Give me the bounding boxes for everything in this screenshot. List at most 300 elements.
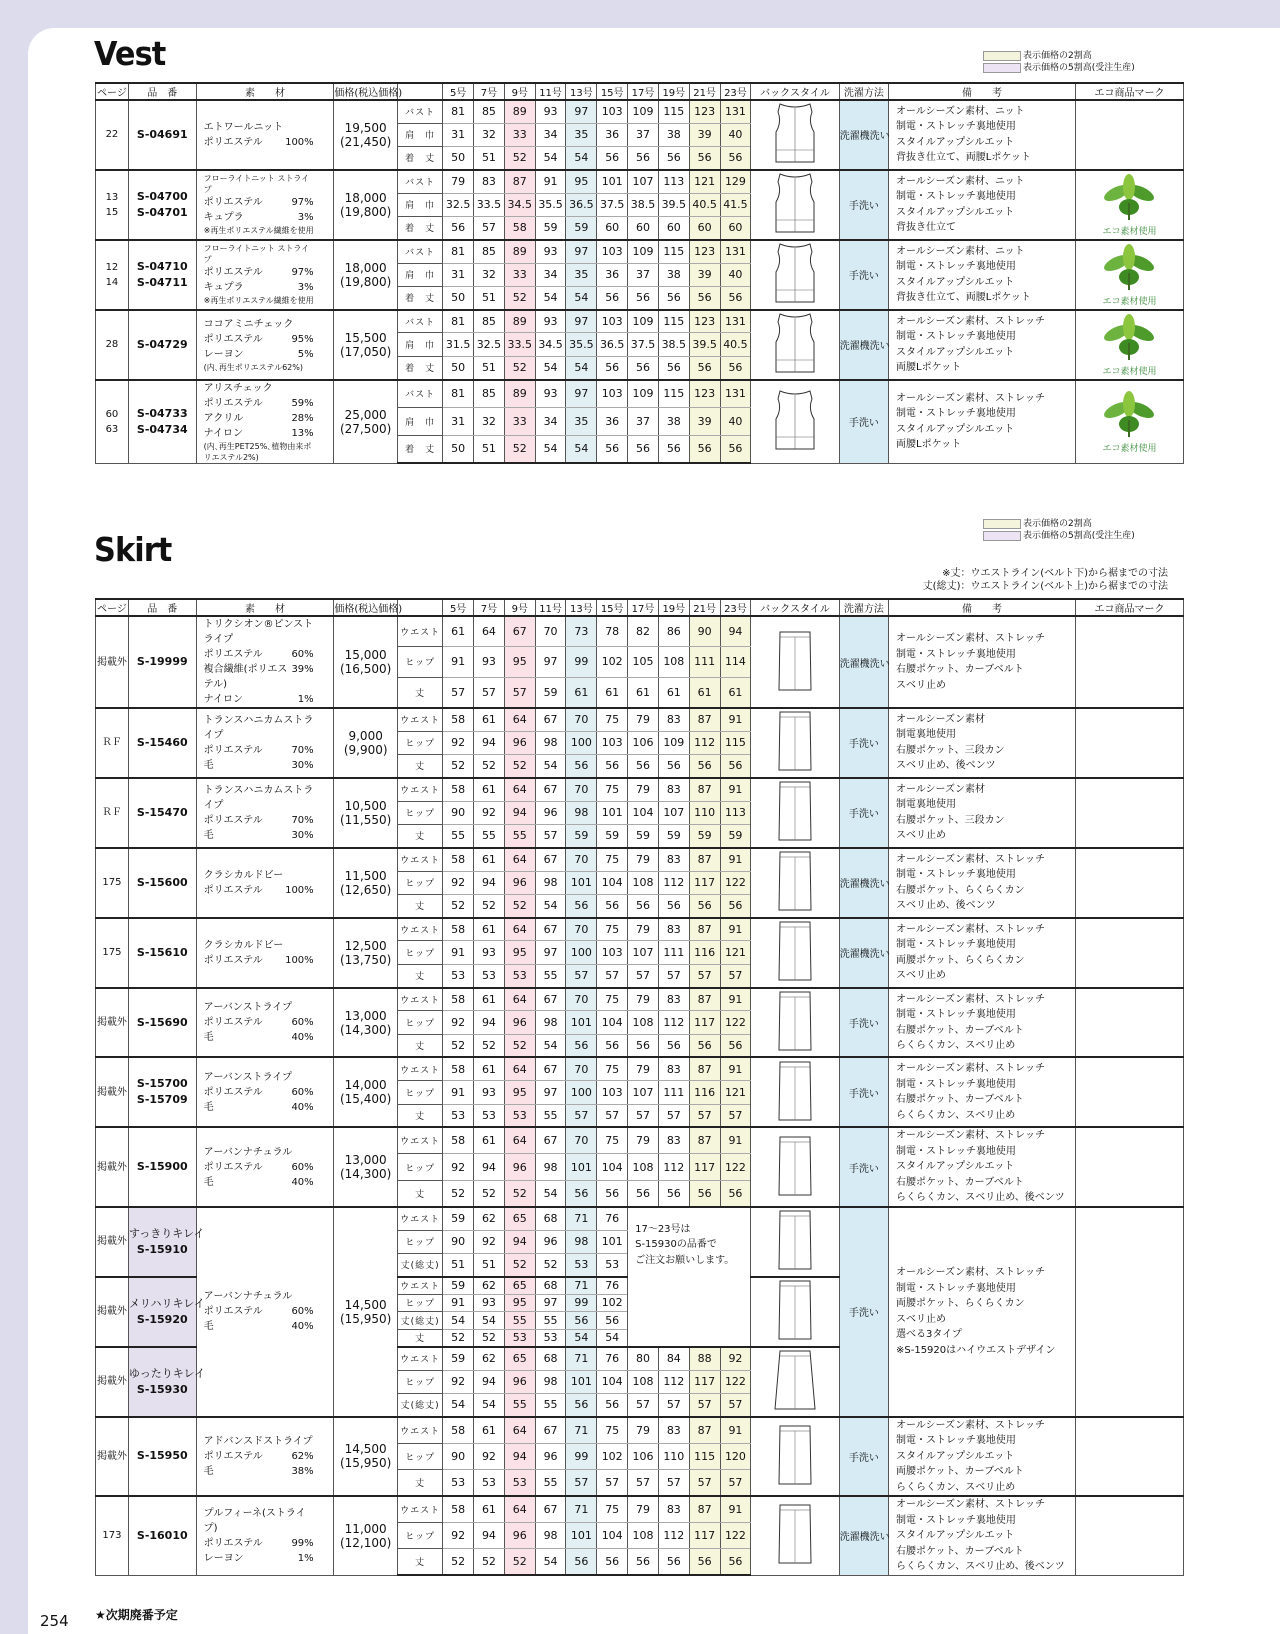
- size-value: 104: [628, 801, 659, 824]
- price-line: (14,300): [339, 1022, 392, 1037]
- size-value: 53: [566, 1253, 597, 1276]
- size-label: バスト: [398, 100, 443, 123]
- size-value: 57: [720, 1104, 751, 1127]
- size-value: 93: [474, 647, 505, 678]
- size-value: 83: [658, 1496, 689, 1522]
- size-value: 85: [474, 310, 505, 333]
- size-value: 70: [535, 616, 566, 647]
- size-label: バスト: [398, 310, 443, 333]
- skirt-back-sketch: [771, 1060, 819, 1122]
- column-header: 19号: [658, 599, 689, 616]
- page-ref: [96, 380, 129, 464]
- wash-method: 手洗い: [839, 708, 888, 778]
- eco-cell: [1075, 1417, 1183, 1497]
- size-value: 96: [504, 1011, 535, 1034]
- size-value: 94: [474, 1522, 505, 1548]
- size-value: 117: [689, 1154, 720, 1181]
- size-value: 79: [628, 708, 659, 731]
- back-style: [751, 1057, 839, 1127]
- table-row: [96, 1127, 1184, 1154]
- material-percent: 60%: [291, 1017, 314, 1028]
- size-value: 56: [597, 356, 628, 379]
- size-value: 101: [566, 871, 597, 894]
- size-value: 75: [597, 988, 628, 1011]
- size-value: 35.5: [535, 193, 566, 216]
- size-value: 54: [566, 435, 597, 463]
- size-value: 61: [658, 677, 689, 708]
- size-value: 57: [689, 1104, 720, 1127]
- size-label: 丈: [398, 755, 443, 778]
- size-value: 50: [443, 435, 474, 463]
- price-cell: [334, 380, 398, 464]
- size-value: 40: [720, 263, 751, 286]
- size-value: 56: [597, 1549, 628, 1575]
- size-value: 111: [689, 647, 720, 678]
- size-value: 95: [504, 1294, 535, 1312]
- eco-cell: [1075, 310, 1183, 380]
- note-line: 制電・ストレッチ裏地使用: [896, 939, 1016, 951]
- note-line: 両腰ポケット、らくらくカン: [896, 1298, 1025, 1310]
- size-value: 111: [658, 941, 689, 964]
- size-value: 71: [566, 1417, 597, 1444]
- note-line: 両腰ポケット、カーブベルト: [896, 1466, 1024, 1478]
- back-style: [751, 1496, 839, 1575]
- wash-method: 手洗い: [839, 170, 888, 240]
- size-value: 96: [504, 871, 535, 894]
- size-value: 115: [658, 240, 689, 263]
- size-value: 116: [689, 1081, 720, 1104]
- back-style: [751, 310, 839, 380]
- column-header: 9号: [504, 599, 535, 616]
- material-name: ポリエステル: [203, 197, 263, 209]
- column-header: 価格(税込価格): [334, 83, 398, 100]
- size-value: 104: [597, 1011, 628, 1034]
- product-code: [128, 240, 196, 310]
- eco-label: エコ素材使用: [1102, 226, 1157, 237]
- size-value: 79: [628, 778, 659, 801]
- size-value: 98: [535, 1011, 566, 1034]
- size-value: 56: [658, 894, 689, 917]
- material-cell: [196, 918, 334, 988]
- size-label: 丈: [398, 1104, 443, 1127]
- size-value: 79: [628, 1417, 659, 1444]
- size-value: 88: [689, 1347, 720, 1370]
- size-value: 67: [535, 1057, 566, 1080]
- size-value: 70: [566, 918, 597, 941]
- size-value: 107: [658, 801, 689, 824]
- price-line: (12,100): [339, 1535, 392, 1550]
- material-name: トランスハニカムストライプ: [203, 784, 314, 811]
- size-label: ウエスト: [398, 848, 443, 871]
- size-value: 87: [689, 1496, 720, 1522]
- size-value: 57: [566, 964, 597, 987]
- size-value: 65: [504, 1347, 535, 1370]
- page-ref: [96, 310, 129, 380]
- size-value: 93: [535, 100, 566, 123]
- size-value: 34: [535, 407, 566, 435]
- column-header: 11号: [535, 599, 566, 616]
- page-ref: [96, 170, 129, 240]
- size-value: 50: [443, 147, 474, 170]
- note-line: 制電・ストレッチ裏地使用: [896, 408, 1016, 420]
- size-value: 97: [535, 1081, 566, 1104]
- code-line: S-19999: [136, 655, 188, 668]
- size-value: 101: [566, 1011, 597, 1034]
- note-line: らくらくカン、スベリ止め、後ベンツ: [896, 1561, 1065, 1573]
- size-value: 93: [474, 1294, 505, 1312]
- size-value: 96: [504, 1370, 535, 1393]
- page-ref: [96, 848, 129, 918]
- size-value: 85: [474, 240, 505, 263]
- size-value: 101: [597, 801, 628, 824]
- size-value: 75: [597, 1496, 628, 1522]
- price-cell: [334, 240, 398, 310]
- column-header: 17号: [628, 599, 659, 616]
- size-value: 102: [597, 1443, 628, 1470]
- eco-cell: [1075, 778, 1183, 848]
- page-ref: [96, 1127, 129, 1207]
- page-ref-line: ＲＦ: [101, 807, 122, 819]
- size-value: 87: [689, 988, 720, 1011]
- price-cell: [334, 918, 398, 988]
- size-value: 71: [566, 1277, 597, 1295]
- material-percent: 100%: [285, 884, 314, 896]
- vest-back-sketch: [772, 242, 818, 304]
- size-label: ウエスト: [398, 1207, 443, 1230]
- size-value: 84: [658, 1347, 689, 1370]
- size-value: 83: [658, 848, 689, 871]
- note-line: オールシーズン素材: [896, 783, 986, 795]
- note-line: らくらくカン、スベリ止め、後ベンツ: [896, 1192, 1065, 1204]
- size-value: 87: [504, 170, 535, 193]
- size-value: 54: [443, 1312, 474, 1330]
- size-value: 52: [474, 1329, 505, 1347]
- material-percent: 59%: [291, 397, 314, 409]
- wash-method: 洗濯機洗い: [839, 100, 888, 170]
- vest-back-sketch: [772, 172, 818, 234]
- material-cell: [196, 988, 334, 1058]
- product-code: [128, 988, 196, 1058]
- size-value: 79: [628, 848, 659, 871]
- size-value: 122: [720, 1154, 751, 1181]
- material-name: アーバンナチュラル: [203, 1291, 293, 1303]
- size-value: 40: [720, 407, 751, 435]
- size-value: 56: [658, 1180, 689, 1207]
- material-name: ポリエステル: [203, 1161, 263, 1173]
- price-line: (14,300): [339, 1167, 392, 1182]
- size-value: 54: [443, 1393, 474, 1416]
- size-value: 110: [658, 1443, 689, 1470]
- size-value: 100: [566, 941, 597, 964]
- note-line: 制電・ストレッチ裏地使用: [896, 869, 1016, 881]
- eco-mark: [1076, 243, 1183, 307]
- note-line: 右腰ポケット、カーブベルト: [896, 1176, 1024, 1188]
- size-value: 50: [443, 286, 474, 309]
- column-header: 23号: [720, 83, 751, 100]
- size-label: 丈: [398, 1549, 443, 1575]
- skirt-legend: [983, 518, 1135, 542]
- size-value: 56: [628, 1180, 659, 1207]
- size-value: 112: [658, 1370, 689, 1393]
- size-value: 51: [474, 435, 505, 463]
- size-value: 96: [535, 1443, 566, 1470]
- size-value: 56: [566, 1549, 597, 1575]
- legend-item: 表示価格の2割高: [1023, 51, 1092, 61]
- back-style: [751, 778, 839, 848]
- size-value: 56: [689, 286, 720, 309]
- size-value: 59: [535, 216, 566, 239]
- size-value: 93: [535, 310, 566, 333]
- size-value: 94: [474, 731, 505, 754]
- note-line: スベリ止め、後ベンツ: [896, 760, 996, 772]
- skirt-note: 丈(総丈)：ウエストライン(ベルト上)から裾までの寸法: [922, 581, 1168, 592]
- note-line: 右腰ポケット、カーブベルト: [896, 1024, 1024, 1036]
- size-value: 38.5: [628, 193, 659, 216]
- page-ref-line: 15: [105, 206, 119, 218]
- size-value: 67: [535, 708, 566, 731]
- size-value: 108: [628, 1370, 659, 1393]
- eco-cell: [1075, 380, 1183, 464]
- size-value: 94: [474, 1370, 505, 1393]
- note-line: ご注文お願いします。: [635, 1254, 735, 1266]
- size-value: 56: [720, 755, 751, 778]
- size-value: 56: [689, 1549, 720, 1575]
- size-value: 56: [720, 356, 751, 379]
- column-header: バックスタイル: [751, 599, 839, 616]
- size-value: 93: [474, 1081, 505, 1104]
- price-line: (19,800): [339, 204, 392, 219]
- size-value: 36: [597, 263, 628, 286]
- price-line: 25,000: [344, 407, 387, 422]
- size-label: ヒップ: [398, 1154, 443, 1181]
- code-line: S-04711: [136, 275, 188, 289]
- size-value: 92: [443, 1154, 474, 1181]
- note-line: 両腰ポケット、らくらくカン: [896, 954, 1025, 966]
- note-line: 制電・ストレッチ裏地使用: [896, 1514, 1016, 1526]
- note-line: オールシーズン素材、ストレッチ: [896, 993, 1045, 1005]
- wash-method: 手洗い: [839, 988, 888, 1058]
- product-code: [128, 100, 196, 170]
- size-value: 38: [658, 123, 689, 146]
- size-value: 52: [504, 894, 535, 917]
- material-percent: 95%: [291, 333, 314, 345]
- size-value: 105: [628, 647, 659, 678]
- size-value: 93: [535, 380, 566, 408]
- size-label: 肩 巾: [398, 407, 443, 435]
- page-ref-line: 掲載外: [96, 1161, 127, 1173]
- back-style: [751, 1347, 839, 1417]
- size-label: ウエスト: [398, 1127, 443, 1154]
- size-value: 37: [628, 123, 659, 146]
- size-value: 32: [474, 263, 505, 286]
- size-value: 108: [628, 1154, 659, 1181]
- size-value: 53: [597, 1253, 628, 1276]
- table-row: [96, 310, 1184, 333]
- size-value: 97: [535, 941, 566, 964]
- product-code: [128, 616, 196, 708]
- size-value: 122: [720, 1522, 751, 1548]
- size-value: 131: [720, 240, 751, 263]
- size-label: ウエスト: [398, 616, 443, 647]
- size-value: 79: [628, 1127, 659, 1154]
- size-value: 57: [597, 1470, 628, 1497]
- price-cell: [334, 1417, 398, 1497]
- size-value: 83: [658, 1127, 689, 1154]
- code-line: S-15600: [136, 875, 188, 889]
- back-style: [751, 170, 839, 240]
- table-row: [96, 380, 1184, 408]
- product-code: [128, 778, 196, 848]
- size-value: 85: [474, 380, 505, 408]
- size-value: 94: [474, 1154, 505, 1181]
- size-value: 38.5: [658, 333, 689, 356]
- price-line: 19,500: [344, 120, 387, 135]
- price-line: (13,750): [339, 952, 392, 967]
- size-value: 57: [628, 964, 659, 987]
- size-value: 55: [535, 1312, 566, 1330]
- page-number: 254: [40, 1612, 69, 1630]
- size-value: 115: [689, 1443, 720, 1470]
- size-value: 92: [474, 801, 505, 824]
- size-value: 54: [474, 1393, 505, 1416]
- size-label: ウエスト: [398, 1347, 443, 1370]
- size-label: ウエスト: [398, 778, 443, 801]
- page-ref: [96, 778, 129, 848]
- note-line: 制電・ストレッチ裏地使用: [896, 1078, 1016, 1090]
- size-value: 67: [535, 988, 566, 1011]
- size-value: 92: [443, 871, 474, 894]
- product-code: [128, 1207, 205, 1277]
- size-value: 56: [720, 1549, 751, 1575]
- note-line: 背抜き仕立て、両腰Lポケット: [896, 292, 1031, 304]
- material-percent: 3%: [297, 282, 314, 294]
- size-value: 68: [535, 1207, 566, 1230]
- note-line: オールシーズン素材、ストレッチ: [896, 1499, 1045, 1511]
- size-value: 94: [504, 1443, 535, 1470]
- size-value: 35: [566, 407, 597, 435]
- size-value: 56: [628, 356, 659, 379]
- price-cell: [334, 708, 398, 778]
- price-cell: [334, 988, 398, 1058]
- material-name: ポリエステル: [203, 744, 263, 756]
- size-value: 60: [597, 216, 628, 239]
- size-value: 56: [628, 894, 659, 917]
- code-line: S-15900: [136, 1160, 188, 1174]
- size-value: 117: [689, 1011, 720, 1034]
- column-header: バックスタイル: [751, 83, 839, 100]
- product-code: [128, 1057, 196, 1127]
- size-value: 91: [720, 918, 751, 941]
- remarks: [889, 170, 1076, 240]
- remarks: [889, 988, 1076, 1058]
- note-line: 制電・ストレッチ裏地使用: [896, 1435, 1016, 1447]
- eco-cell: [1075, 616, 1183, 708]
- size-value: 52: [504, 147, 535, 170]
- size-value: 87: [689, 1417, 720, 1444]
- price-line: (9,900): [343, 742, 388, 757]
- size-value: 60: [689, 216, 720, 239]
- size-value: 70: [566, 1057, 597, 1080]
- skirt-back-sketch: [771, 1349, 819, 1411]
- code-line: S-15709: [136, 1093, 188, 1107]
- size-label: ヒップ: [398, 1370, 443, 1393]
- size-value: 58: [443, 708, 474, 731]
- size-value: 61: [443, 616, 474, 647]
- page-ref-line: 175: [102, 877, 122, 889]
- eco-mark: [1076, 173, 1183, 237]
- note-line: 選べる3タイプ: [896, 1329, 962, 1341]
- size-value: 103: [597, 310, 628, 333]
- size-value: 91: [720, 778, 751, 801]
- size-value: 79: [628, 1057, 659, 1080]
- size-value: 33: [504, 263, 535, 286]
- skirt-back-sketch: [771, 630, 819, 692]
- size-value: 54: [535, 147, 566, 170]
- size-value: 54: [597, 1329, 628, 1347]
- back-style: [751, 1127, 839, 1207]
- size-value: 91: [720, 1127, 751, 1154]
- note-line: オールシーズン素材、ストレッチ: [896, 923, 1045, 935]
- page-ref: [96, 918, 129, 988]
- size-value: 56: [566, 1180, 597, 1207]
- material-cell: [196, 708, 334, 778]
- size-value: 112: [689, 731, 720, 754]
- note-line: 右腰ポケット、三段カン: [896, 744, 1005, 756]
- eco-cell: [1075, 988, 1183, 1058]
- price-line: (16,500): [339, 662, 392, 676]
- size-value: 99: [566, 1443, 597, 1470]
- size-value: 37: [628, 407, 659, 435]
- size-value: 56: [720, 894, 751, 917]
- size-value: 31: [443, 123, 474, 146]
- material-percent: 30%: [291, 829, 314, 841]
- material-name: 毛: [203, 1176, 214, 1188]
- size-value: 131: [720, 380, 751, 408]
- wash-method: 洗濯機洗い: [839, 848, 888, 918]
- price-cell: [334, 848, 398, 918]
- size-value: 57: [720, 1470, 751, 1497]
- size-value: 60: [658, 216, 689, 239]
- size-value: 67: [535, 1496, 566, 1522]
- size-value: 32: [474, 123, 505, 146]
- size-value: 56: [597, 286, 628, 309]
- material-cell: [196, 1417, 334, 1497]
- size-value: 55: [535, 1104, 566, 1127]
- material-name: 毛: [203, 829, 214, 841]
- column-header: 17号: [628, 83, 659, 100]
- size-value: 83: [474, 170, 505, 193]
- size-value: 61: [474, 778, 505, 801]
- material-percent: 97%: [291, 197, 314, 209]
- size-value: 61: [474, 848, 505, 871]
- size-value: 56: [628, 1034, 659, 1057]
- size-value: 56: [720, 1034, 751, 1057]
- size-value: 96: [504, 1154, 535, 1181]
- column-header: 9号: [504, 83, 535, 100]
- size-value: 83: [658, 778, 689, 801]
- size-value: 87: [689, 848, 720, 871]
- size-value: 34: [535, 123, 566, 146]
- leaf-icon: [1099, 173, 1159, 221]
- vest-table: [95, 82, 1184, 464]
- price-line: 14,500: [344, 1442, 387, 1457]
- size-value: 52: [474, 1034, 505, 1057]
- note-line: 制電・ストレッチ裏地使用: [896, 1282, 1016, 1294]
- size-value: 61: [474, 1496, 505, 1522]
- size-value: 101: [566, 1370, 597, 1393]
- product-code: [128, 918, 196, 988]
- skirt-title: Skirt: [94, 530, 172, 569]
